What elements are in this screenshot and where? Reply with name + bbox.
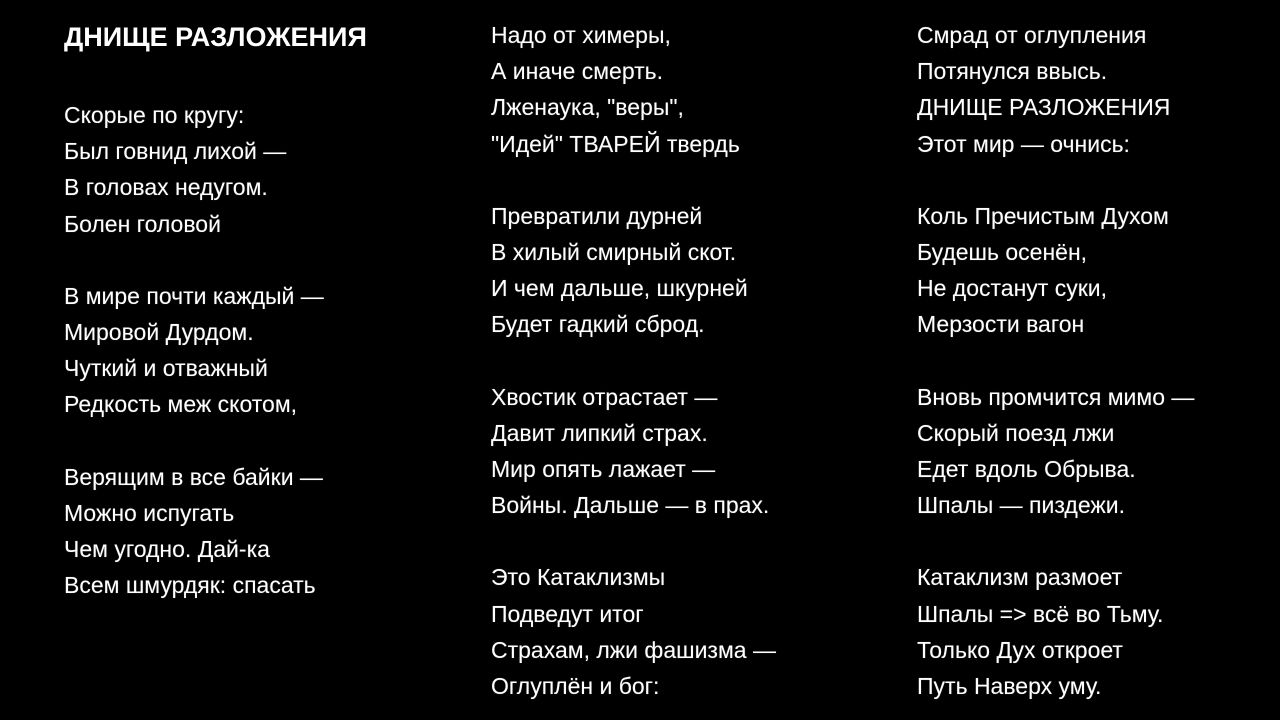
verse-line: Смрад от оглупления xyxy=(917,22,1147,48)
stanza xyxy=(491,379,891,524)
verse-line: Давит липкий страх. xyxy=(491,419,708,446)
verse-line: Можно испугать xyxy=(64,499,235,526)
verse-line: А иначе смерть. xyxy=(491,58,664,85)
verse-line: Будешь осенён, xyxy=(917,239,1088,266)
verse-line: "Идей" ТВАРЕЙ твердь xyxy=(491,130,740,157)
verse-line: Редкость меж скотом, xyxy=(64,391,298,418)
verse-line: Катаклизм размоет xyxy=(917,564,1123,591)
stanza xyxy=(917,198,1280,343)
verse-line: Подведут итог xyxy=(491,600,644,627)
poem-column-1 xyxy=(64,17,464,603)
stanza xyxy=(64,459,464,604)
verse-line: Лженаука, "веры", xyxy=(491,94,684,121)
verse-line: Войны. Дальше — в прах. xyxy=(491,492,770,519)
verse-line: Вновь промчится мимо — xyxy=(917,383,1195,410)
verse-line: Мир опять лажает — xyxy=(491,456,716,483)
stanza xyxy=(64,278,464,423)
verse-line: Мерзости вагон xyxy=(917,311,1085,338)
stanza xyxy=(917,379,1280,524)
verse-line: Болен головой xyxy=(64,210,221,237)
verse-line: Не достанут суки, xyxy=(917,275,1107,302)
verse-line: Чуткий и отважный xyxy=(64,355,268,382)
verse-line: Всем шмурдяк: спасать xyxy=(64,572,316,599)
verse-line: Коль Пречистым Духом xyxy=(917,202,1169,229)
stanza xyxy=(917,559,1280,704)
verse-line: В головах недугом. xyxy=(64,174,268,201)
stanza xyxy=(491,17,891,162)
verse-line: Хвостик отрастает — xyxy=(491,383,718,410)
verse-line: Чем угодно. Дай-ка xyxy=(64,536,270,563)
verse-line: Едет вдоль Обрыва. xyxy=(917,456,1136,483)
verse-line: Скорый поезд лжи xyxy=(917,419,1115,446)
poem-title: ДНИЩЕ РАЗЛОЖЕНИЯ xyxy=(64,22,367,52)
verse-line: И чем дальше, шкурней xyxy=(491,275,748,302)
verse-line: Превратили дурней xyxy=(491,202,703,229)
verse-line: Путь Наверх уму. xyxy=(917,673,1102,700)
poem-column-2 xyxy=(491,17,891,704)
stanza xyxy=(64,97,464,242)
verse-line: Этот мир — очнись: xyxy=(917,130,1130,157)
verse-line: Мировой Дурдом. xyxy=(64,319,254,346)
stanza xyxy=(491,559,891,704)
verse-line: В мире почти каждый — xyxy=(64,282,324,309)
verse-line: Шпалы => всё во Тьму. xyxy=(917,600,1164,627)
verse-line: Верящим в все байки — xyxy=(64,463,323,490)
verse-line: ДНИЩЕ РАЗЛОЖЕНИЯ xyxy=(917,94,1171,121)
verse-line: Только Дух откроет xyxy=(917,636,1123,663)
verse-line: Будет гадкий сброд. xyxy=(491,311,705,338)
verse-line: Был говнид лихой — xyxy=(64,138,287,165)
stanza xyxy=(917,17,1280,162)
stanza xyxy=(491,198,891,343)
poem-column-3 xyxy=(917,17,1280,704)
verse-line: Оглуплён и бог: xyxy=(491,673,660,700)
verse-line: Страхам, лжи фашизма — xyxy=(491,636,776,663)
verse-line: В хилый смирный скот. xyxy=(491,239,737,266)
title-spacer xyxy=(64,55,464,97)
verse-line: Потянулся ввысь. xyxy=(917,58,1108,85)
verse-line: Шпалы — пиздежи. xyxy=(917,492,1125,519)
verse-line: Скорые по кругу: xyxy=(64,102,245,128)
verse-line: Надо от химеры, xyxy=(491,22,671,48)
verse-line: Это Катаклизмы xyxy=(491,564,666,591)
